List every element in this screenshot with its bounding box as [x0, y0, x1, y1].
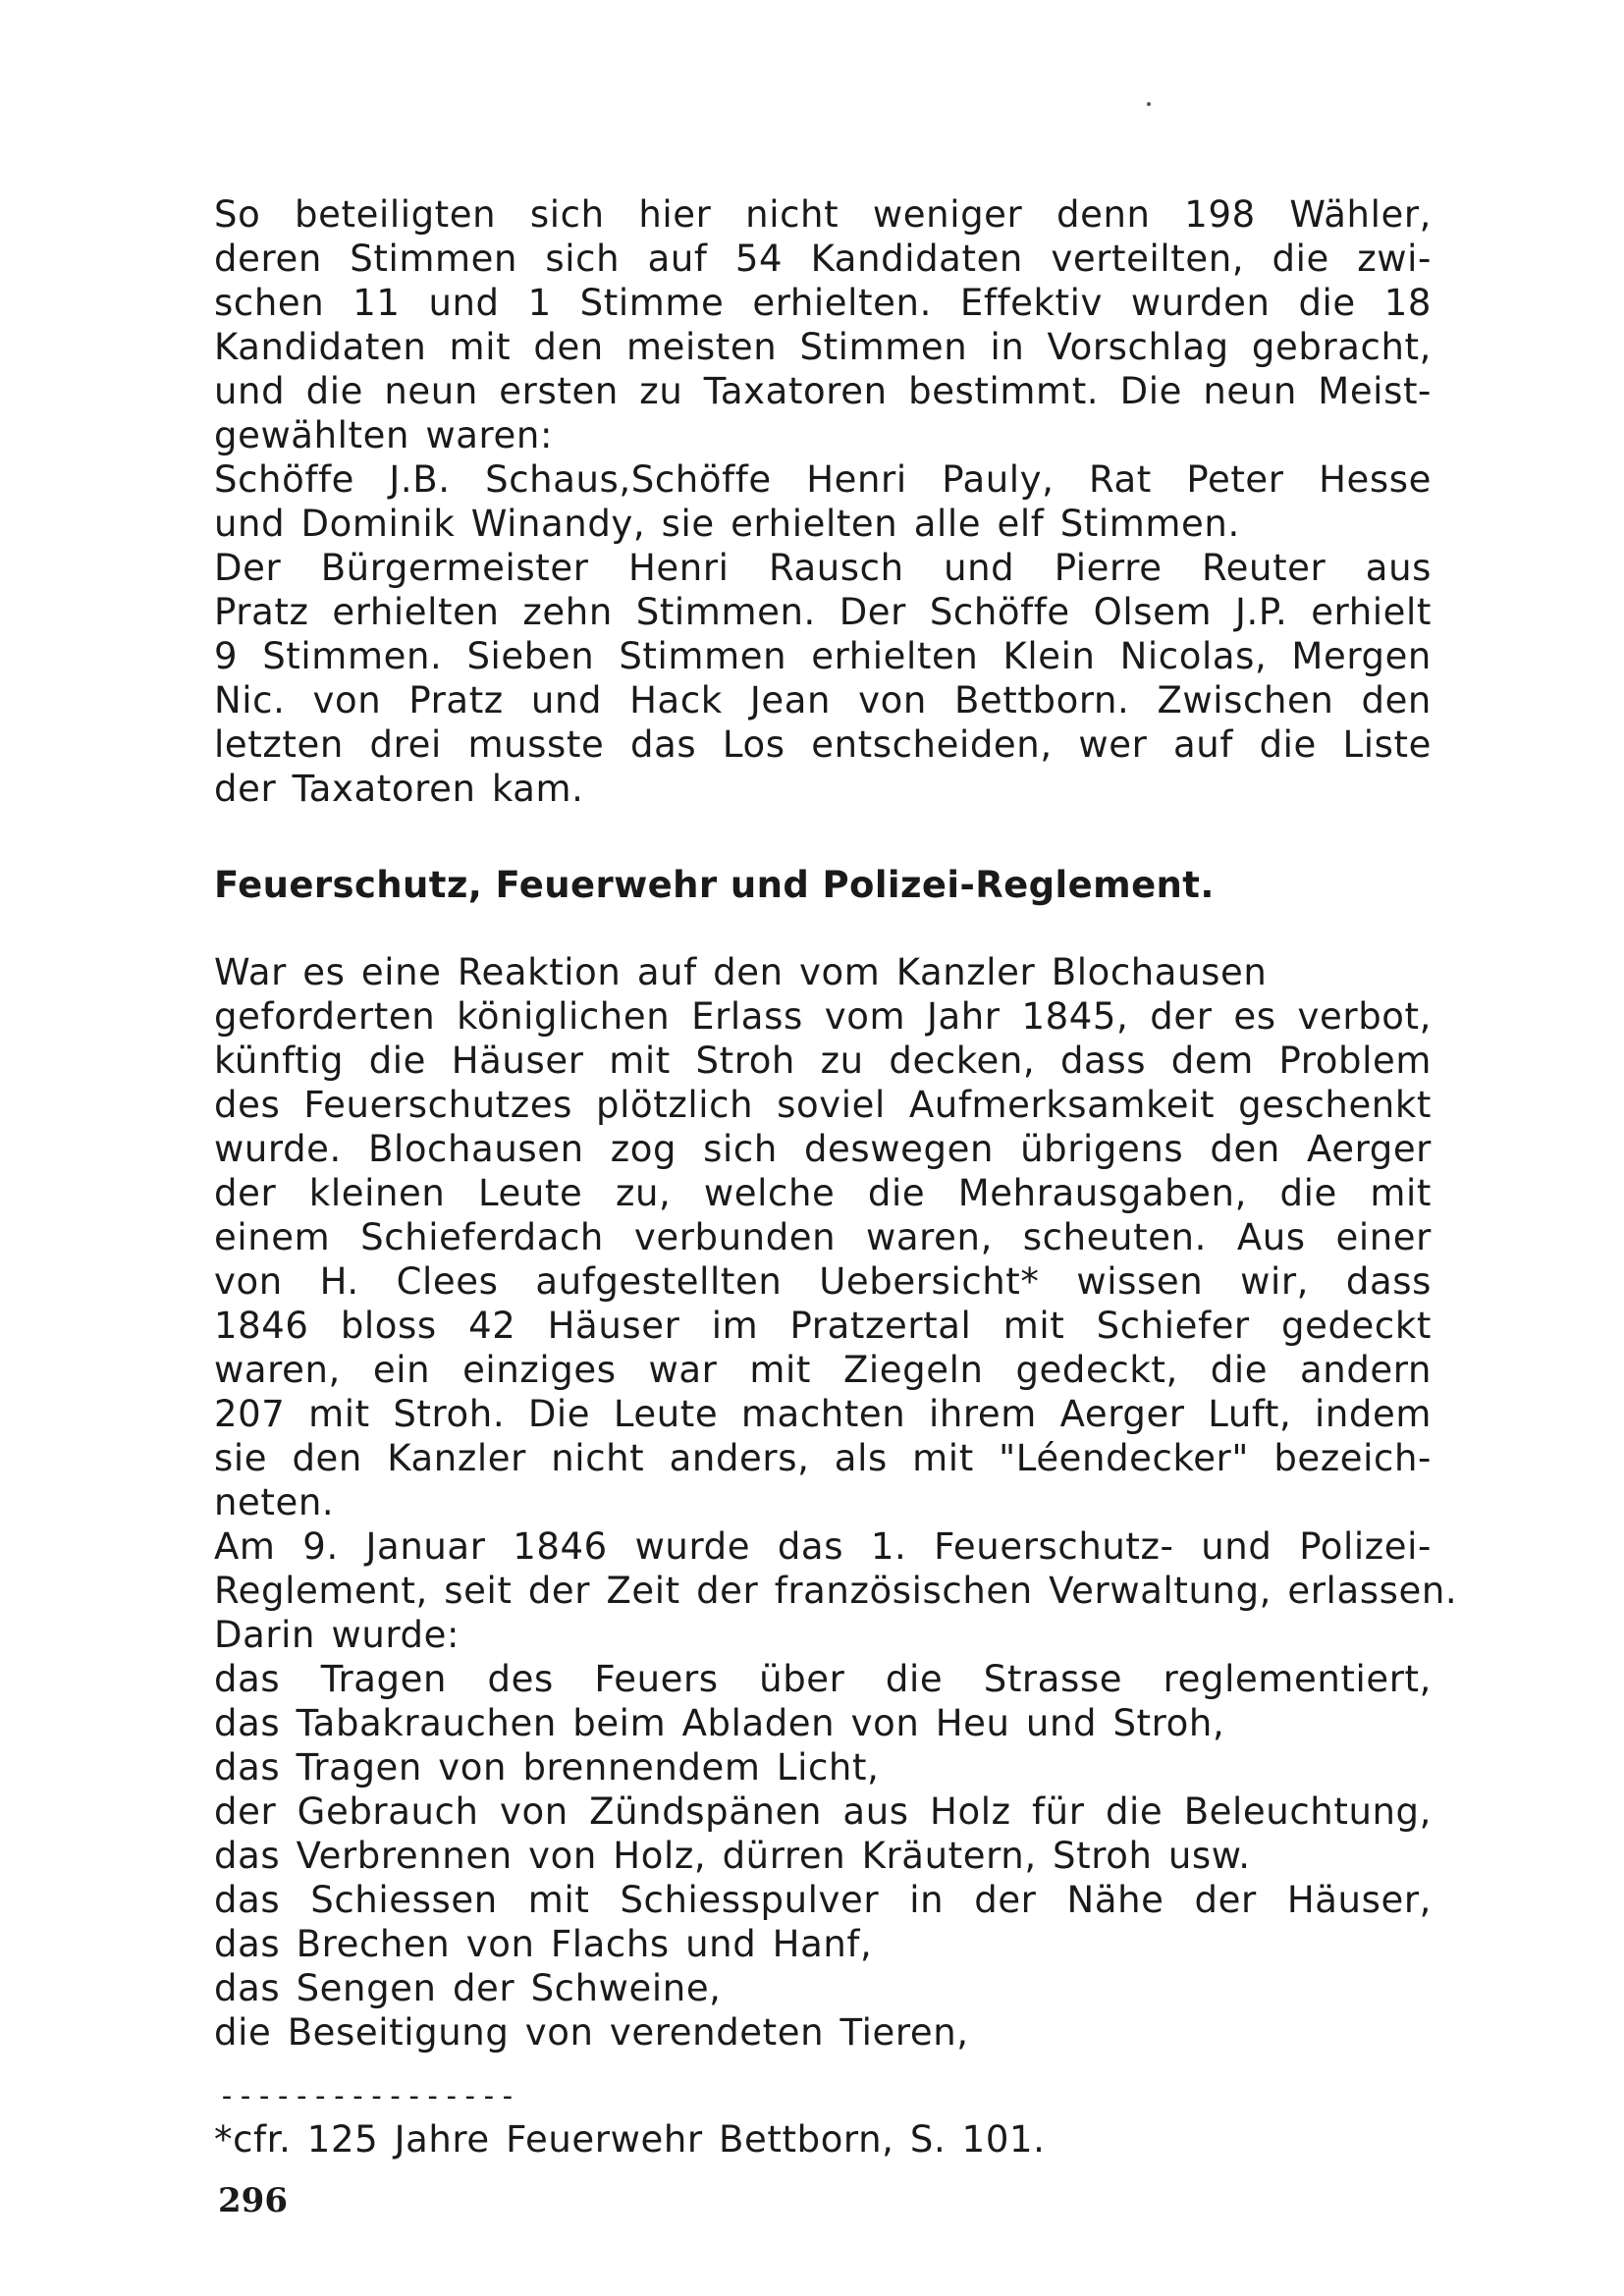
text-line: 207 mit Stroh. Die Leute machten ihrem Aerger Luft, indem — [214, 1393, 1432, 1435]
text-line: das Sengen der Schweine, — [214, 1967, 722, 2009]
text-line: das Tragen des Feuers über die Strasse reglementiert, — [214, 1658, 1432, 1700]
text-line: die Beseitigung von verendeten Tieren, — [214, 2011, 969, 2054]
page-number: 296 — [218, 2181, 288, 2220]
text-line: das Schiessen mit Schiesspulver in der Nähe der Häuser, — [214, 1879, 1432, 1921]
paragraph-taxatoren — [214, 192, 1432, 811]
text-line: 1846 bloss 42 Häuser im Pratzertal mit Schiefer gedeckt — [214, 1305, 1432, 1347]
text-line: einem Schieferdach verbunden waren, scheuten. Aus einer — [214, 1216, 1432, 1258]
text-line: So beteiligten sich hier nicht weniger denn 198 Wähler, — [214, 193, 1432, 236]
text-line: schen 11 und 1 Stimme erhielten. Effektiv wurden die 18 — [214, 282, 1432, 324]
text-line: Am 9. Januar 1846 wurde das 1. Feuerschutz- und Polizei- — [214, 1525, 1432, 1568]
footnote: *cfr. 125 Jahre Feuerwehr Bettborn, S. 101. — [214, 2118, 1046, 2161]
text-line: Der Bürgermeister Henri Rausch und Pierre Reuter aus — [214, 547, 1432, 589]
text-line: und die neun ersten zu Taxatoren bestimmt. Die neun Meist- — [214, 370, 1432, 412]
text-line: Nic. von Pratz und Hack Jean von Bettborn. Zwischen den — [214, 679, 1432, 721]
section-heading: Feuerschutz, Feuerwehr und Polizei-Reglement. — [214, 864, 1215, 906]
print-speck — [1147, 102, 1151, 106]
text-line: Reglement, seit der Zeit der französischen Verwaltung, erlassen. — [214, 1570, 1458, 1612]
text-line: geforderten königlichen Erlass vom Jahr 1845, der es verbot, — [214, 995, 1432, 1038]
text-line: sie den Kanzler nicht anders, als mit "Léendecker" bezeich- — [214, 1437, 1432, 1479]
text-line: Kandidaten mit den meisten Stimmen in Vorschlag gebracht, — [214, 326, 1432, 368]
text-line: des Feuerschutzes plötzlich soviel Aufmerksamkeit geschenkt — [214, 1084, 1432, 1126]
footnote-separator: ---------------- — [218, 2079, 517, 2113]
text-line: wurde. Blochausen zog sich deswegen übrigens den Aerger — [214, 1128, 1432, 1170]
text-line: deren Stimmen sich auf 54 Kandidaten verteilten, die zwi- — [214, 238, 1432, 280]
text-line: das Tabakrauchen beim Abladen von Heu und Stroh, — [214, 1702, 1225, 1744]
text-line: von H. Clees aufgestellten Uebersicht* wissen wir, dass — [214, 1260, 1432, 1303]
text-line: War es eine Reaktion auf den vom Kanzler Blochausen — [214, 951, 1268, 993]
text-line: waren, ein einziges war mit Ziegeln gedeckt, die andern — [214, 1349, 1432, 1391]
text-line: Pratz erhielten zehn Stimmen. Der Schöffe Olsem J.P. erhielt — [214, 591, 1432, 633]
text-line: das Brechen von Flachs und Hanf, — [214, 1923, 873, 1965]
text-line: Darin wurde: — [214, 1614, 460, 1656]
paragraph-feuerschutz — [214, 950, 1458, 2055]
text-line: gewählten waren: — [214, 414, 554, 456]
text-line: letzten drei musste das Los entscheiden, wer auf die Liste — [214, 723, 1432, 766]
text-line: künftig die Häuser mit Stroh zu decken, dass dem Problem — [214, 1040, 1432, 1082]
text-line: und Dominik Winandy, sie erhielten alle elf Stimmen. — [214, 503, 1240, 545]
text-line: der Taxatoren kam. — [214, 768, 584, 810]
text-line: 9 Stimmen. Sieben Stimmen erhielten Klein Nicolas, Mergen — [214, 635, 1432, 677]
text-line: der kleinen Leute zu, welche die Mehrausgaben, die mit — [214, 1172, 1432, 1214]
text-line: das Tragen von brennendem Licht, — [214, 1746, 880, 1789]
text-line: das Verbrennen von Holz, dürren Kräutern, Stroh usw. — [214, 1835, 1251, 1877]
text-line: der Gebrauch von Zündspänen aus Holz für die Beleuchtung, — [214, 1790, 1432, 1833]
text-line: neten. — [214, 1481, 335, 1523]
text-line: Schöffe J.B. Schaus,Schöffe Henri Pauly, Rat Peter Hesse — [214, 458, 1432, 501]
